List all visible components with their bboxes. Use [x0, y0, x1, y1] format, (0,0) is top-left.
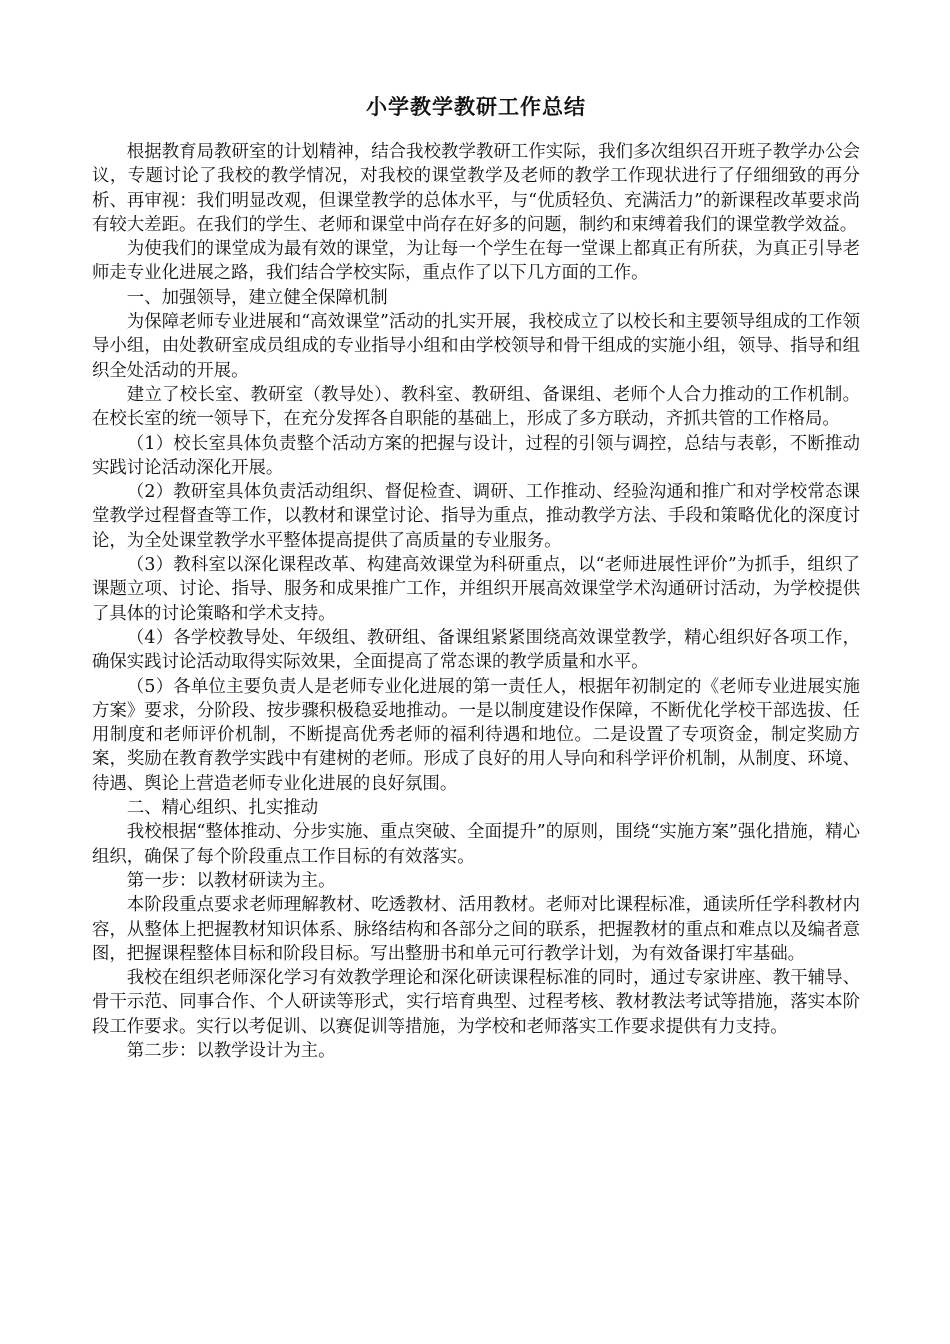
paragraph: 建立了校长室、教研室（教导处）、教科室、教研组、备课组、老师个人合力推动的工作机制。在校长室的统一领导下，在充分发挥各自职能的基础上，形成了多方联动，齐抓共管的工作格局。	[92, 384, 860, 430]
document-body	[92, 140, 860, 1063]
section-heading: 一、加强领导，建立健全保障机制	[126, 287, 388, 308]
paragraph: 我校根据“整体推动、分步实施、重点突破、全面提升”的原则，围绕“实施方案”强化措施，精心组织，确保了每个阶段重点工作目标的有效落实。	[92, 822, 860, 867]
list-item: （2）教研室具体负责活动组织、督促检查、调研、工作推动、经验沟通和推广和对学校常态课堂教学过程督查等工作，以教材和课堂讨论、指导为重点，推动教学方法、手段和策略优化的深度讨论，为全处课堂教学水平整体提高提供了高质量的专业服务。	[92, 482, 860, 551]
section-heading: 二、精心组织、扎实推动	[126, 798, 319, 819]
document-title: 小学教学教研工作总结	[366, 95, 586, 119]
paragraph: 为保障老师专业进展和“高效课堂”活动的扎实开展，我校成立了以校长和主要领导组成的工作领导小组，由处教研室成员组成的专业指导小组和由学校领导和骨干组成的实施小组，领导、指导和组织全处活动的开展。	[92, 312, 860, 381]
list-item: （1）校长室具体负责整个活动方案的把握与设计，过程的引领与调控，总结与表彰，不断推动实践讨论活动深化开展。	[92, 433, 860, 478]
paragraph: 为使我们的课堂成为最有效的课堂，为让每一个学生在每一堂课上都真正有所获，为真正引导老师走专业化进展之路，我们结合学校实际，重点作了以下几方面的工作。	[92, 239, 860, 284]
document-page	[92, 92, 860, 1063]
paragraph: 本阶段重点要求老师理解教材、吃透教材、活用教材。老师对比课程标准，通读所任学科教材内容，从整体上把握教材知识体系、脉络结构和各部分之间的联系，把握教材的重点和难点以及编者意图，把握课程整体目标和阶段目标。写出整册书和单元可行教学计划，为有效备课打牢基础。	[92, 895, 860, 964]
list-item: （3）教科室以深化课程改革、构建高效课堂为科研重点，以“老师进展性评价”为抓手，组织了课题立项、讨论、指导、服务和成果推广工作，并组织开展高效课堂学术沟通研讨活动，为学校提供了具体的讨论策略和学术支持。	[92, 555, 860, 624]
list-item: （4）各学校教导处、年级组、教研组、备课组紧紧围绕高效课堂教学，精心组织好各项工作，确保实践讨论活动取得实际效果，全面提高了常态课的教学质量和水平。	[92, 627, 860, 673]
paragraph: 根据教育局教研室的计划精神，结合我校教学教研工作实际，我们多次组织召开班子教学办公会议，专题讨论了我校的教学情况，对我校的课堂教学及老师的教学工作现状进行了仔细细致的再分析、再审视：我们明显改观，但课堂教学的总体水平，与“优质轻负、充满活力”的新课程改革要求尚有较大差距。在我们的学生、老师和课堂中尚存在好多的问题，制约和束缚着我们的课堂教学效益。	[92, 142, 860, 235]
paragraph: 我校在组织老师深化学习有效教学理论和深化研读课程标准的同时，通过专家讲座、教干辅导、骨干示范、同事合作、个人研读等形式，实行培育典型、过程考核、教材教法考试等措施，落实本阶段工作要求。实行以考促训、以赛促训等措施，为学校和老师落实工作要求提供有力支持。	[92, 968, 860, 1037]
step-heading: 第一步：以教材研读为主。	[126, 870, 336, 891]
list-item: （5）各单位主要负责人是老师专业化进展的第一责任人，根据年初制定的《老师专业进展实施方案》要求，分阶段、按步骤积极稳妥地推动。一是以制度建设作保障，不断优化学校干部选拔、任用制度和老师评价机制，不断提高优秀老师的福利待遇和地位。二是设置了专项资金，制定奖励方案，奖励在教育教学实践中有建树的老师。形成了良好的用人导向和科学评价机制，从制度、环境、待遇、舆论上营造老师专业化进展的良好氛围。	[92, 676, 860, 794]
step-heading: 第二步：以教学设计为主。	[126, 1040, 336, 1061]
